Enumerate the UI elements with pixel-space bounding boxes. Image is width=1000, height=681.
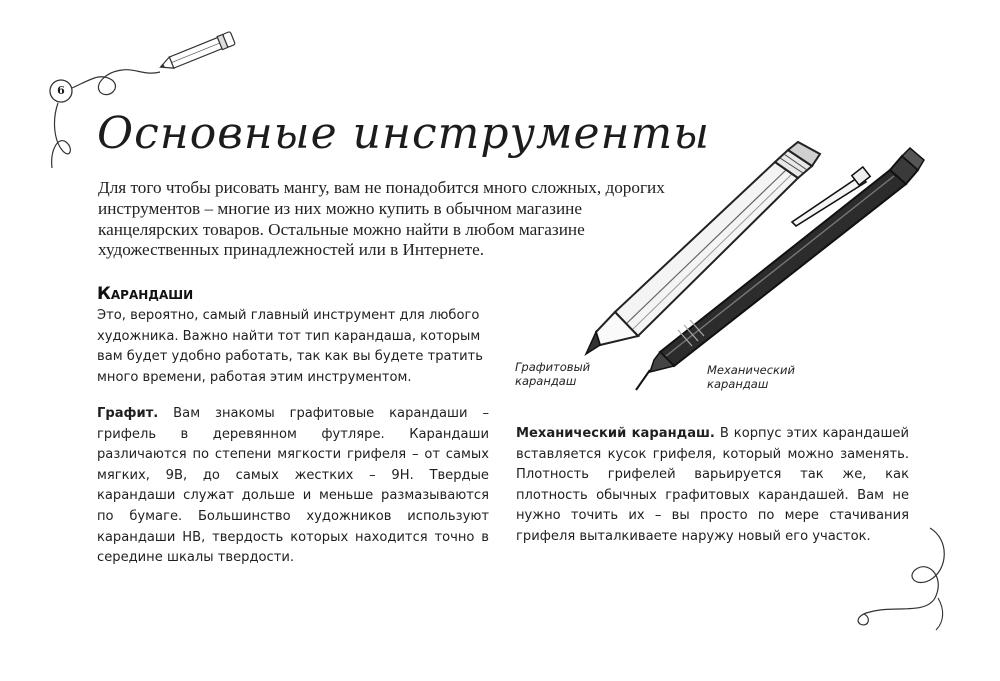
bottom-swirl-tail: [936, 598, 943, 630]
caption-graphite-line2: карандаш: [515, 374, 577, 388]
pencils-paragraph: Это, вероятно, самый главный инструмент для любого художника. Важно найти тот тип карандаша, которым вам будет удобно работать, так как вы будете тратить много времени, работая этим инструментом.: [97, 308, 484, 385]
top-swirl-ornament: [72, 70, 160, 95]
small-pencil-icon: [158, 31, 236, 73]
page-title: Основные инструменты: [97, 108, 711, 159]
section-heading-pencils: Карандаши: [97, 284, 194, 304]
graphite-paragraph: [97, 404, 489, 569]
caption-mech-line2: карандаш: [707, 377, 769, 391]
mechanical-lead: Механический карандаш.: [516, 426, 715, 441]
page-number: 6: [57, 84, 65, 97]
mechanical-paragraph: [516, 424, 909, 548]
intro-paragraph: Для того чтобы рисовать мангу, вам не понадобится много сложных, дорогих инструментов – многие из них можно купить в обычном магазине канцелярских товаров. Остальные можно найти в любом магазине художественных принадлежностей или в Интернете.: [98, 178, 665, 260]
caption-mechanical-pencil: [707, 363, 817, 391]
left-swirl-ornament: [52, 103, 71, 168]
caption-graphite-line1: Графитовый: [515, 360, 591, 374]
graphite-text: Вам знакомы графитовые карандаши – грифель в деревянном футляре. Карандаши различаются по степени мягкости грифеля – от самых мягких, 9В, до самых жестких – 9Н. Твердые карандаши служат дольше и меньше размазываются по бумаге. Большинство художников используют карандаши НВ, твердость которых находится точно в середине шкалы твердости.: [97, 406, 489, 566]
graphite-lead: Графит.: [97, 406, 159, 421]
caption-mech-line1: Механический: [707, 363, 795, 377]
mechanical-text: В корпус этих карандашей вставляется кусок грифеля, который можно заменять. Плотность грифелей варьируется так же, как плотность обычных графитовых карандашей. Вам не нужно точить их – вы просто по мере стачивания грифеля выталкиваете наружу новый его участок.: [516, 426, 909, 544]
caption-graphite-pencil: [515, 360, 625, 388]
